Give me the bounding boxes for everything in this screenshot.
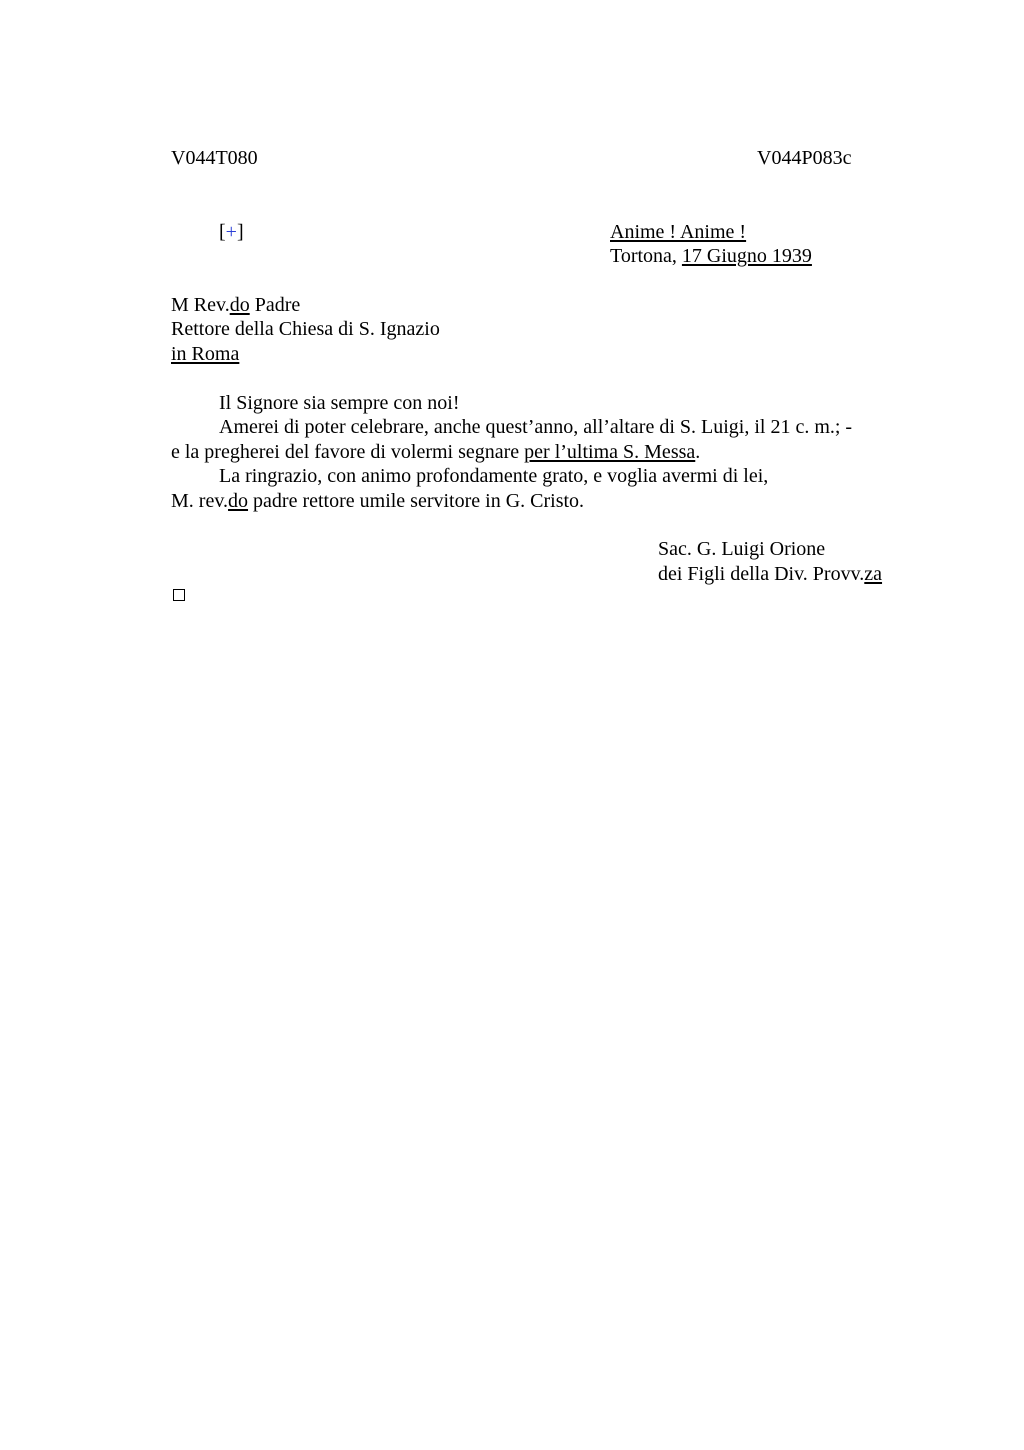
place: Tortona, <box>610 245 682 267</box>
header-right-code: V044P083c <box>757 147 852 169</box>
signature-line-2: dei Figli della Div. Provv.za <box>658 563 883 585</box>
place-date <box>610 244 812 268</box>
paragraph-1-line-2: e la pregherei del favore di volermi segnare per l’ultima S. Messa. <box>171 441 701 463</box>
cross-open-bracket: [ <box>219 221 226 243</box>
paragraph-2-line-1: La ringrazio, con animo profondamente grato, e voglia avermi di lei, <box>219 465 769 487</box>
address-line-2: Rettore della Chiesa di S. Ignazio <box>171 318 440 340</box>
greeting: Il Signore sia sempre con noi! <box>219 392 460 414</box>
signature-line-1: Sac. G. Luigi Orione <box>658 538 826 560</box>
header-left-code: V044T080 <box>171 147 258 169</box>
address-line-1: M Rev.do Padre <box>171 294 301 316</box>
cross-mark <box>219 220 244 244</box>
address-line-3: in Roma <box>171 343 240 365</box>
paragraph-1-line-1: Amerei di poter celebrare, anche quest’anno, all’altare di S. Luigi, il 21 c. m.; - <box>219 416 853 438</box>
cross-icon: + <box>225 221 237 243</box>
paragraph-2-line-2: M. rev.do padre rettore umile servitore in G. Cristo. <box>171 490 585 512</box>
date: 17 Giugno 1939 <box>681 245 812 267</box>
cross-close-bracket: ] <box>236 221 244 243</box>
end-box-icon <box>173 589 185 601</box>
motto: Anime ! Anime ! <box>610 221 747 243</box>
